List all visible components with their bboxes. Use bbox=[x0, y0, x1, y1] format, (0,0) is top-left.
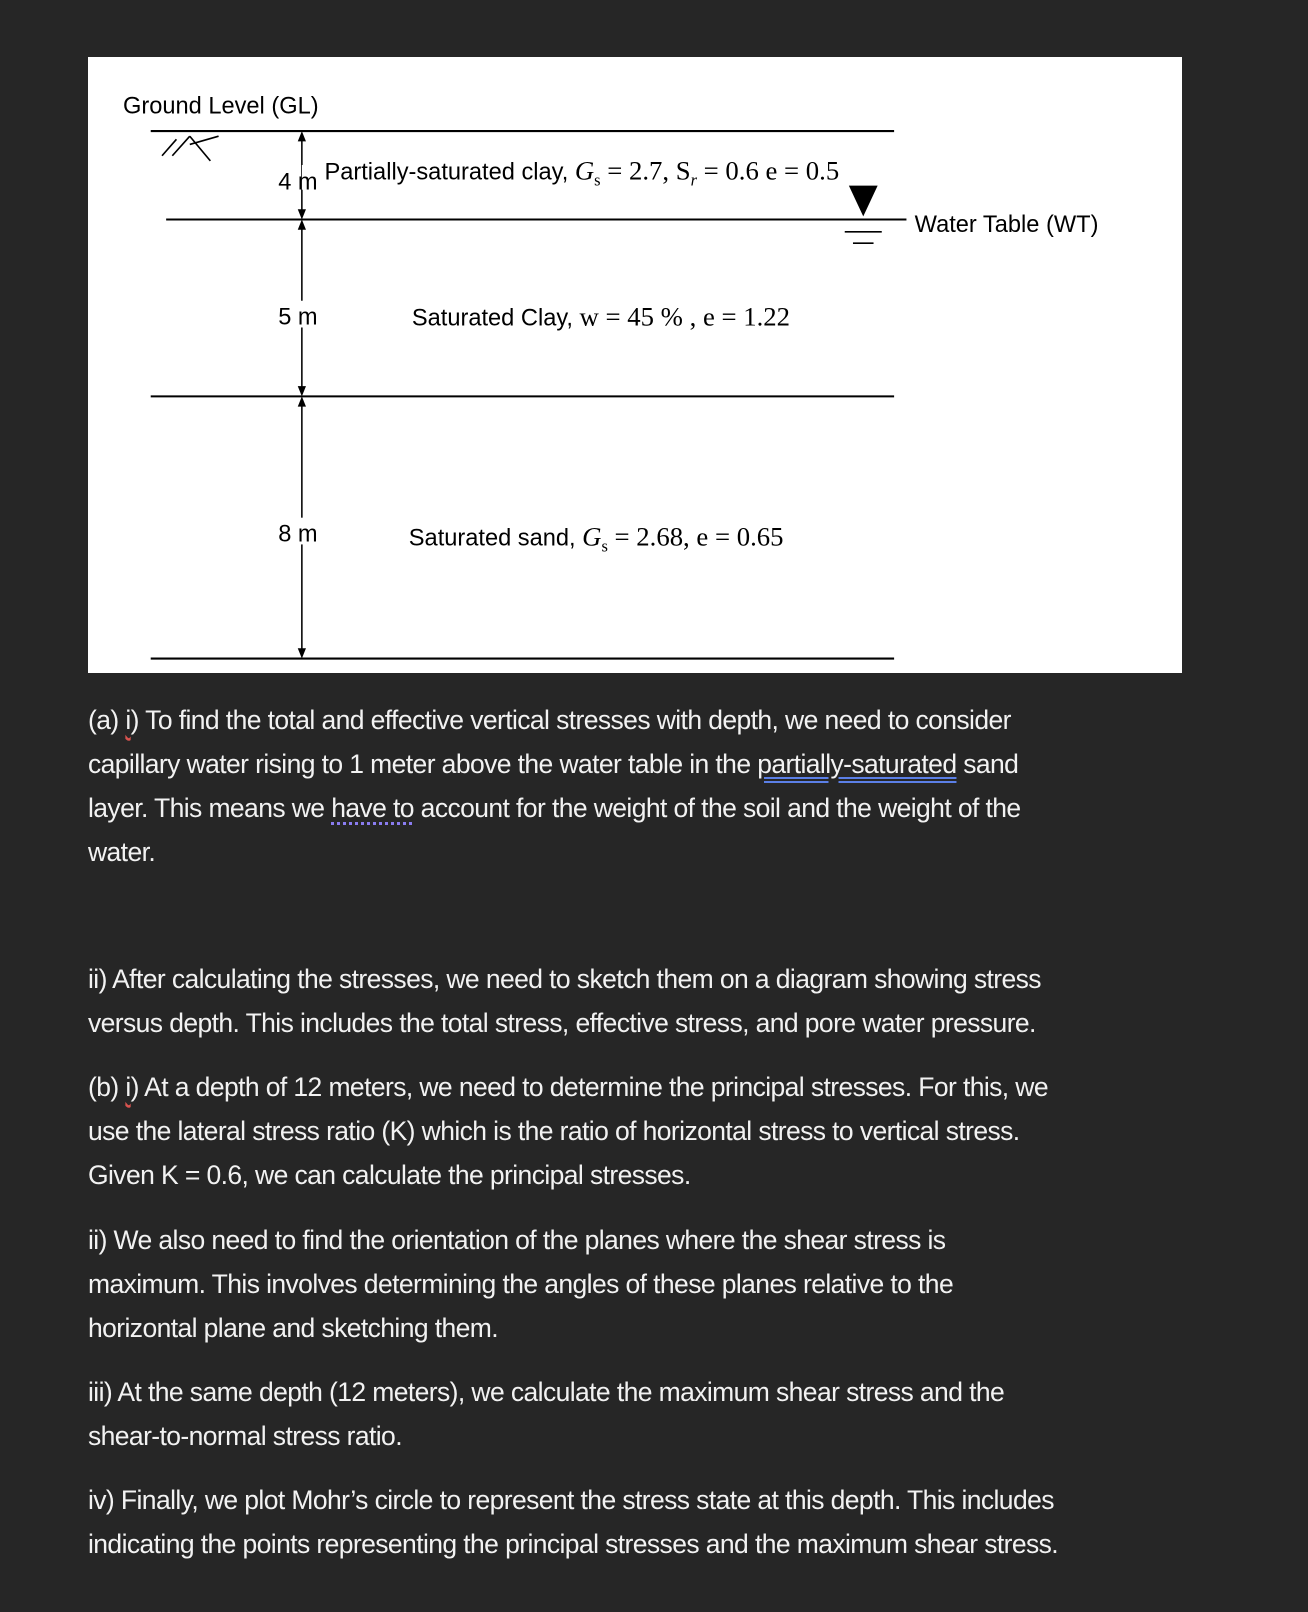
grammar-suggestion[interactable]: partially-saturated bbox=[757, 749, 957, 779]
water-table-triangle-icon bbox=[849, 186, 878, 217]
text: (a) bbox=[88, 705, 126, 735]
paragraph-b-iv bbox=[88, 1478, 1058, 1566]
layer-3-label: Saturated sand, $G_s = 2.68$, e = 0.65 bbox=[408, 521, 784, 556]
text: ii) After calculating the stresses, we need to sketch them on a diagram showing stress bbox=[88, 964, 1041, 994]
text: sand bbox=[956, 749, 1019, 779]
paragraph-b-ii bbox=[88, 1218, 953, 1350]
soil-profile-figure bbox=[88, 57, 1182, 673]
text: ) At a depth of 12 meters, we need to determine the principal stresses. For this, we bbox=[130, 1072, 1048, 1102]
text: account for the weight of the soil and the weight of the bbox=[413, 793, 1021, 823]
text: indicating the points representing the principal stresses and the maximum shear stress. bbox=[88, 1529, 1059, 1559]
text: use the lateral stress ratio (K) which is the ratio of horizontal stress to vertical stress. bbox=[88, 1116, 1020, 1146]
text: layer. This means we bbox=[88, 793, 332, 823]
style-suggestion[interactable]: have to bbox=[331, 793, 414, 823]
text: capillary water rising to 1 meter above the water table in the bbox=[88, 749, 758, 779]
paragraph-b-iii bbox=[88, 1370, 1004, 1458]
text: ii) We also need to find the orientation of the planes where the shear stress is bbox=[88, 1225, 946, 1255]
text: Given K = 0.6, we can calculate the principal stresses. bbox=[88, 1160, 691, 1190]
text: maximum. This involves determining the angles of these planes relative to the bbox=[88, 1269, 954, 1299]
thickness-4m: 4 m bbox=[278, 169, 318, 196]
paragraph-a-ii bbox=[88, 957, 1041, 1045]
text: horizontal plane and sketching them. bbox=[88, 1313, 499, 1343]
paragraph-b-i bbox=[88, 1065, 1048, 1197]
text: shear-to-normal stress ratio. bbox=[88, 1421, 402, 1451]
soil-profile-diagram bbox=[88, 57, 1182, 673]
spellcheck-word[interactable]: i bbox=[125, 705, 131, 735]
text: (b) bbox=[88, 1072, 126, 1102]
paragraph-a-i bbox=[88, 698, 1021, 874]
spellcheck-word[interactable]: i bbox=[125, 1072, 131, 1102]
text: versus depth. This includes the total stress, effective stress, and pore water pressure. bbox=[88, 1008, 1036, 1038]
text: iii) At the same depth (12 meters), we calculate the maximum shear stress and the bbox=[88, 1377, 1005, 1407]
water-table-label: Water Table (WT) bbox=[914, 211, 1099, 238]
layer-1-label: Partially-saturated clay, $G_s = 2.7$, $S_r = 0.6$ e = 0.5 bbox=[324, 155, 840, 190]
ground-level-label: Ground Level (GL) bbox=[122, 93, 319, 120]
text: iv) Finally, we plot Mohr’s circle to represent the stress state at this depth. This includes bbox=[88, 1485, 1054, 1515]
text: ) To find the total and effective vertical stresses with depth, we need to consider bbox=[130, 705, 1011, 735]
layer-2-label: Saturated Clay, w = 45 % , e = 1.22 bbox=[411, 301, 791, 332]
thickness-5m: 5 m bbox=[278, 304, 318, 331]
ground-hatch-icon bbox=[162, 136, 219, 161]
thickness-8m: 8 m bbox=[278, 521, 318, 548]
text: water. bbox=[88, 837, 156, 867]
